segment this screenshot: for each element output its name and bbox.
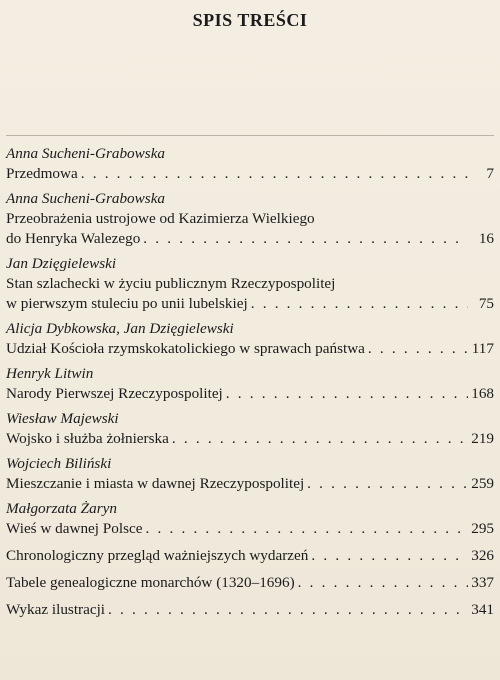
toc-author: Wiesław Majewski — [6, 410, 119, 427]
dot-leader — [169, 429, 468, 449]
toc-page-number: 337 — [471, 574, 494, 591]
toc-title: do Henryka Walezego — [6, 230, 141, 247]
toc-page-number: 259 — [471, 475, 494, 492]
toc-entry — [6, 144, 494, 184]
toc-title-line — [6, 274, 494, 294]
dot-leader — [295, 573, 468, 593]
toc-page-number: 117 — [471, 340, 494, 357]
toc-title-line — [6, 600, 494, 620]
toc-title-line — [6, 229, 494, 249]
toc-title-line — [6, 294, 494, 314]
toc-page-number: 7 — [486, 165, 494, 182]
toc-entry — [6, 499, 494, 539]
dot-leader — [142, 519, 468, 539]
toc-title: Wojsko i służba żołnierska — [6, 430, 169, 447]
toc-title: Chronologiczny przegląd ważniejszych wydarzeń — [6, 547, 309, 564]
dot-leader — [248, 294, 468, 314]
dot-leader — [308, 546, 468, 566]
dot-leader — [105, 600, 468, 620]
toc-page-number: 219 — [471, 430, 494, 447]
toc-title: w pierwszym stuleciu po unii lubelskiej — [6, 295, 248, 312]
dot-leader — [140, 229, 468, 249]
table-of-contents — [6, 144, 494, 625]
toc-page-number: 75 — [478, 295, 494, 312]
dot-leader — [223, 384, 468, 404]
toc-entry — [6, 319, 494, 359]
toc-entry — [6, 364, 494, 404]
toc-page-number: 295 — [471, 520, 494, 537]
page-title: SPIS TREŚCI — [192, 10, 308, 30]
toc-page-number: 341 — [471, 601, 494, 618]
toc-author: Anna Sucheni-Grabowska — [6, 145, 166, 162]
toc-title: Narody Pierwszej Rzeczypospolitej — [6, 385, 223, 402]
toc-title-line — [6, 164, 494, 184]
toc-author: Anna Sucheni-Grabowska — [6, 190, 166, 207]
toc-entry — [6, 546, 494, 566]
toc-author: Jan Dzięgielewski — [6, 255, 117, 272]
toc-entry — [6, 254, 494, 314]
dot-leader — [78, 164, 468, 184]
toc-entry — [6, 573, 494, 593]
divider — [6, 135, 494, 136]
toc-entry — [6, 409, 494, 449]
toc-entry — [6, 454, 494, 494]
dot-leader — [304, 474, 468, 494]
toc-page-number: 16 — [478, 230, 494, 247]
toc-title-line — [6, 546, 494, 566]
toc-title-line — [6, 429, 494, 449]
toc-title: Przedmowa — [6, 165, 78, 182]
toc-title: Stan szlachecki w życiu publicznym Rzeczypospolitej — [6, 275, 336, 292]
dot-leader — [365, 339, 468, 359]
toc-page-number: 168 — [471, 385, 494, 402]
toc-author: Henryk Litwin — [6, 365, 94, 382]
toc-entry — [6, 189, 494, 249]
toc-page-number: 326 — [471, 547, 494, 564]
toc-title-line — [6, 474, 494, 494]
toc-title-line — [6, 339, 494, 359]
toc-entry — [6, 600, 494, 620]
toc-author: Małgorzata Żaryn — [6, 500, 117, 517]
toc-title-line — [6, 573, 494, 593]
toc-title: Wykaz ilustracji — [6, 601, 106, 618]
toc-title: Mieszczanie i miasta w dawnej Rzeczypospolitej — [6, 475, 305, 492]
toc-author: Alicja Dybkowska, Jan Dzięgielewski — [6, 320, 234, 337]
toc-title: Przeobrażenia ustrojowe od Kazimierza Wielkiego — [6, 210, 315, 227]
toc-title: Udział Kościoła rzymskokatolickiego w sprawach państwa — [6, 340, 365, 357]
toc-title-line — [6, 209, 494, 229]
toc-title: Wieś w dawnej Polsce — [6, 520, 143, 537]
toc-title-line — [6, 519, 494, 539]
toc-title: Tabele genealogiczne monarchów (1320–1696) — [6, 574, 295, 591]
toc-title-line — [6, 384, 494, 404]
toc-author: Wojciech Biliński — [6, 455, 112, 472]
